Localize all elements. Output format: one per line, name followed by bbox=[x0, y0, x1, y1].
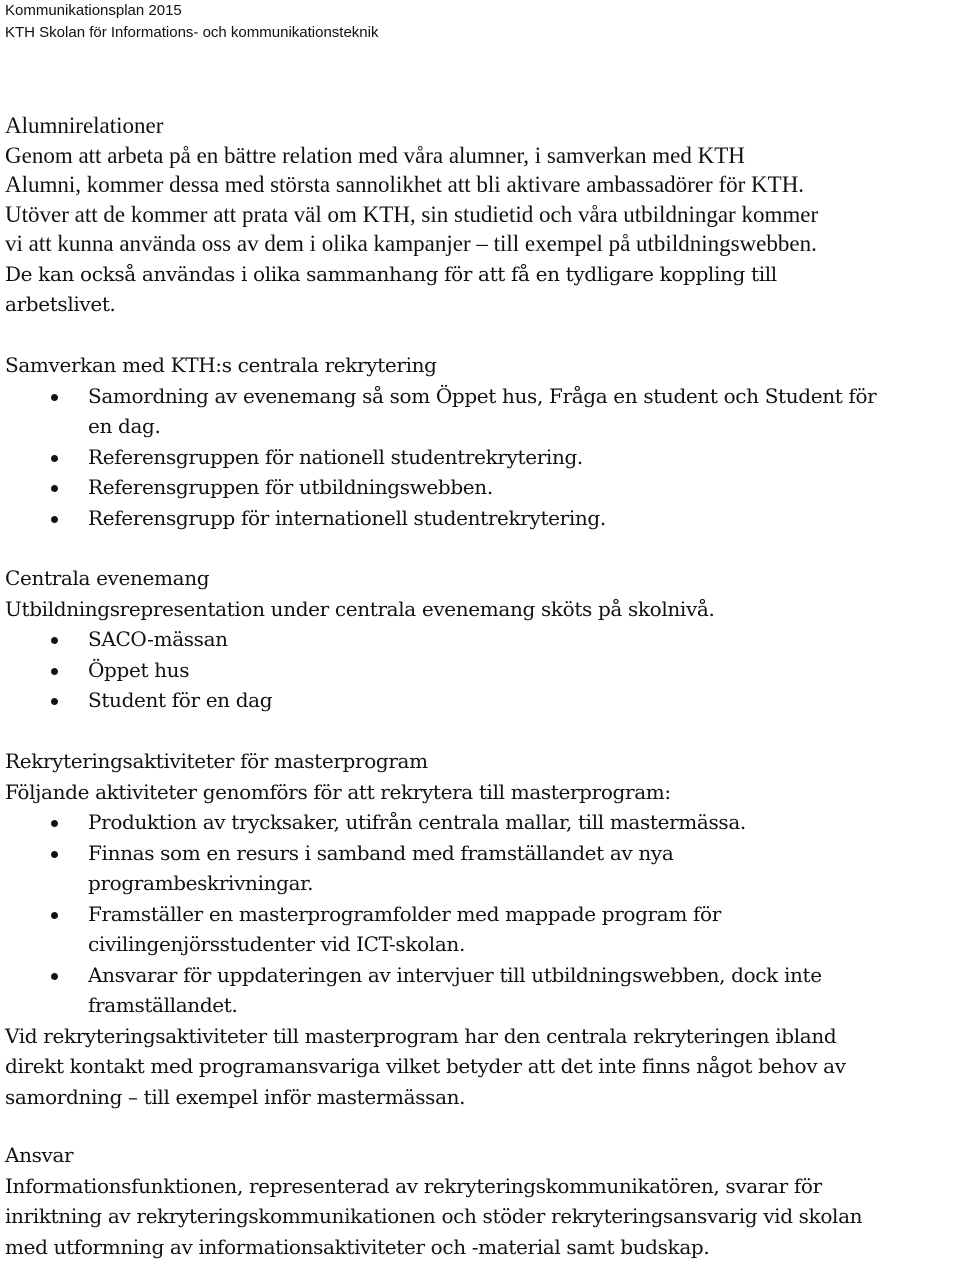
list-item bbox=[5, 472, 955, 503]
paragraph-line: direkt kontakt med programansvariga vilket betyder att det inte finns något behov av bbox=[5, 1054, 846, 1078]
page-header bbox=[5, 0, 955, 44]
list-item bbox=[5, 624, 955, 655]
section-heading: Ansvar bbox=[5, 1143, 74, 1167]
paragraph-line: arbetslivet. bbox=[5, 292, 116, 317]
section-centrala-evenemang bbox=[5, 563, 955, 716]
paragraph-line: Genom att arbeta på en bättre relation med våra alumner, i samverkan med KTH bbox=[5, 142, 745, 168]
list-item-text: Produktion av trycksaker, utifrån centrala mallar, till mastermässa. bbox=[88, 810, 746, 834]
list-item-text: civilingenjörsstudenter vid ICT-skolan. bbox=[88, 932, 465, 956]
section-masterprogram bbox=[5, 746, 955, 1112]
list-item bbox=[5, 685, 955, 716]
list-item bbox=[5, 899, 955, 960]
paragraph-line: vi att kunna använda oss av dem i olika kampanjer – till exempel på utbildningswebben. bbox=[5, 231, 817, 257]
paragraph-line: De kan också användas i olika sammanhang för att få en tydligare koppling till bbox=[5, 261, 777, 286]
paragraph-line: Informationsfunktionen, representerad av rekryteringskommunikatören, svarar för bbox=[5, 1173, 822, 1198]
list-item-text: en dag. bbox=[88, 414, 161, 438]
list-item bbox=[5, 838, 955, 899]
list-item-text: Referensgrupp för internationell studentrekrytering. bbox=[88, 505, 606, 530]
list-item bbox=[5, 503, 955, 534]
bullet-list bbox=[5, 624, 955, 716]
section-intro: Följande aktiviteter genomförs för att rekrytera till masterprogram: bbox=[5, 779, 671, 804]
list-item-text: SACO-mässan bbox=[88, 627, 228, 651]
list-item-text: Ansvarar för uppdateringen av intervjuer till utbildningswebben, dock inte bbox=[88, 962, 822, 987]
bullet-list bbox=[5, 807, 955, 1021]
bullet-list bbox=[5, 381, 955, 534]
section-ansvar bbox=[5, 1140, 955, 1262]
list-item-text: Samordning av evenemang så som Öppet hus, Fråga en student och Student för bbox=[88, 383, 877, 408]
paragraph-line: Vid rekryteringsaktiviteter till masterprogram har den centrala rekryteringen ibland bbox=[5, 1023, 837, 1048]
paragraph-line: inriktning av rekryteringskommunikationen och stöder rekryteringsansvarig vid skolan bbox=[5, 1204, 863, 1228]
document-page bbox=[5, 0, 955, 1259]
paragraph-line: Utöver att de kommer att prata väl om KTH, sin studietid och våra utbildningar kommer bbox=[5, 201, 819, 227]
paragraph-line: samordning – till exempel inför mastermässan. bbox=[5, 1084, 466, 1109]
list-item bbox=[5, 655, 955, 686]
list-item-text: Student för en dag bbox=[88, 688, 273, 712]
section-alumni bbox=[5, 111, 955, 320]
paragraph-line: Alumni, kommer dessa med största sannolikhet att bli aktivare ambassadörer för KTH. bbox=[5, 172, 805, 198]
section-samverkan bbox=[5, 350, 955, 533]
section-heading: Centrala evenemang bbox=[5, 566, 210, 590]
header-subtitle: KTH Skolan för Informations- och kommunikationsteknik bbox=[5, 24, 379, 41]
section-intro: Utbildningsrepresentation under centrala evenemang sköts på skolnivå. bbox=[5, 596, 715, 621]
section-heading: Rekryteringsaktiviteter för masterprogram bbox=[5, 749, 428, 773]
list-item bbox=[5, 960, 955, 1021]
list-item-text: framställandet. bbox=[88, 993, 238, 1017]
list-item-text: Finnas som en resurs i samband med framställandet av nya bbox=[88, 840, 674, 865]
list-item bbox=[5, 381, 955, 442]
paragraph-line: med utformning av informationsaktiviteter och -material samt budskap. bbox=[5, 1234, 710, 1259]
list-item-text: programbeskrivningar. bbox=[88, 871, 314, 895]
list-item-text: Framställer en masterprogramfolder med mappade program för bbox=[88, 901, 721, 926]
list-item bbox=[5, 807, 955, 838]
list-item-text: Referensgruppen för nationell studentrekrytering. bbox=[88, 444, 583, 469]
list-item bbox=[5, 442, 955, 473]
list-item-text: Referensgruppen för utbildningswebben. bbox=[88, 475, 493, 499]
header-title: Kommunikationsplan 2015 bbox=[5, 2, 182, 19]
section-heading: Samverkan med KTH:s centrala rekrytering bbox=[5, 353, 437, 377]
list-item-text: Öppet hus bbox=[88, 657, 190, 682]
section-heading: Alumnirelationer bbox=[5, 113, 164, 138]
